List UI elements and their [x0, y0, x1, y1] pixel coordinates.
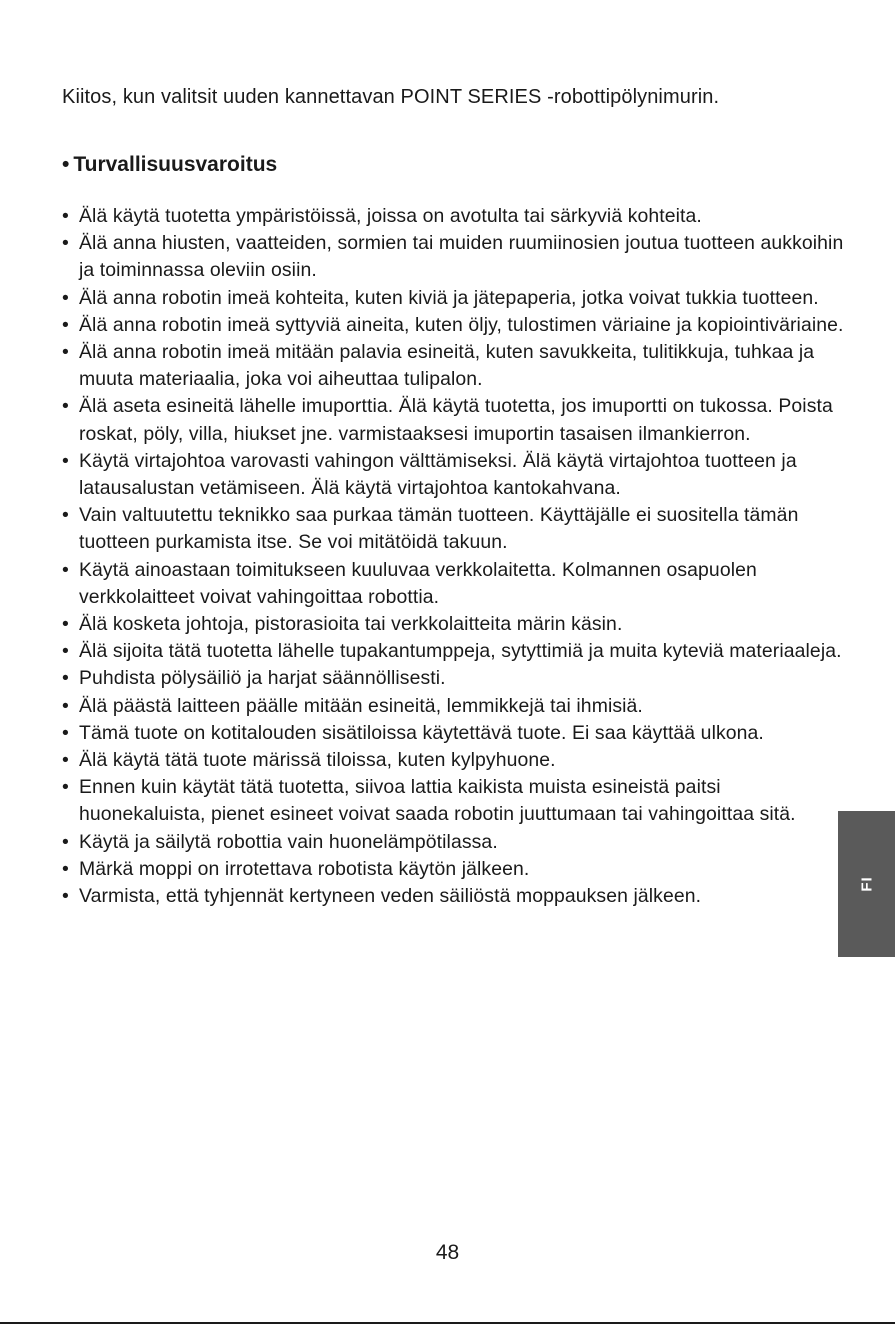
bullet-dot: • — [62, 205, 69, 227]
warning-item — [62, 339, 847, 393]
bullet-dot: • — [62, 749, 69, 772]
bullet-dot: • — [62, 558, 69, 581]
warning-text: Älä aseta esineitä lähelle imuporttia. Älä käytä tuotetta, jos imuportti on tukossa. Poista roskat, pöly, villa, hiukset jne. varmistaaksesi imuportin tasaisen ilmankierron. — [79, 395, 833, 445]
language-tab-label: FI — [858, 876, 875, 892]
bullet-dot: • — [62, 640, 69, 663]
warning-text: Älä anna robotin imeä kohteita, kuten kiviä ja jätepaperia, jotka voivat tukkia tuotteen. — [79, 286, 819, 309]
warning-text: Märkä moppi on irrotettava robotista käytön jälkeen. — [79, 857, 530, 880]
bullet-dot: • — [62, 776, 69, 799]
warning-text: Vain valtuutettu teknikko saa purkaa tämän tuotteen. Käyttäjälle ei suositella tämän tuotteen purkamista itse. Se voi mitätöidä takuun. — [79, 504, 799, 554]
warning-text: Puhdista pölysäiliö ja harjat säännöllisesti. — [79, 667, 446, 690]
bullet-dot: • — [62, 613, 69, 636]
heading-bullet: • — [62, 153, 70, 176]
warning-text: Tämä tuote on kotitalouden sisätiloissa käytettävä tuote. Ei saa käyttää ulkona. — [79, 721, 764, 744]
intro-text: Kiitos, kun valitsit uuden kannettavan POINT SERIES -robottipölynimurin. — [62, 86, 720, 108]
language-tab — [838, 811, 895, 957]
heading-title: Turvallisuusvaroitus — [73, 153, 278, 176]
warning-text: Käytä ainoastaan toimitukseen kuuluvaa verkkolaitetta. Kolmannen osapuolen verkkolaitteet voivat vahingoittaa robottia. — [79, 558, 757, 608]
bullet-dot: • — [62, 449, 69, 472]
bullet-dot: • — [62, 313, 69, 336]
bullet-dot: • — [62, 830, 69, 853]
bullet-dot: • — [62, 395, 69, 418]
bullet-dot: • — [62, 885, 69, 908]
warning-text: Älä käytä tuotetta ympäristöissä, joissa on avotulta tai särkyviä kohteita. — [79, 205, 702, 227]
warning-item — [62, 203, 847, 230]
warning-item — [62, 638, 847, 665]
warning-text: Älä kosketa johtoja, pistorasioita tai verkkolaitteita märin käsin. — [79, 613, 623, 636]
warning-text: Ennen kuin käytät tätä tuotetta, siivoa lattia kaikista muista esineistä paitsi huonekaluista, pienet esineet voivat saada robotin juuttumaan tai vahingoittaa sitä. — [79, 776, 796, 826]
warning-item — [62, 312, 847, 339]
warning-text: Älä anna hiusten, vaatteiden, sormien tai muiden ruumiinosien joutua tuotteen aukkoihin ja toiminnassa oleviin osiin. — [79, 232, 844, 282]
warning-item — [62, 557, 847, 611]
warning-item — [62, 393, 847, 447]
bullet-dot: • — [62, 504, 69, 527]
warning-text: Älä päästä laitteen päälle mitään esineitä, lemmikkejä tai ihmisiä. — [79, 694, 643, 717]
safety-warning-list — [62, 203, 847, 910]
bullet-dot: • — [62, 721, 69, 744]
warning-text: Varmista, että tyhjennät kertyneen veden säiliöstä moppauksen jälkeen. — [79, 885, 702, 908]
warning-text: Älä käytä tätä tuote märissä tiloissa, kuten kylpyhuone. — [79, 749, 556, 772]
warning-item — [62, 720, 847, 747]
warning-item — [62, 502, 847, 556]
page-number: 48 — [435, 1241, 460, 1264]
section-heading — [62, 150, 277, 180]
warning-text: Käytä ja säilytä robottia vain huonelämpötilassa. — [79, 830, 498, 853]
warning-item — [62, 829, 847, 856]
warning-item — [62, 856, 847, 883]
bullet-dot: • — [62, 667, 69, 690]
warning-item — [62, 665, 847, 692]
bullet-dot: • — [62, 857, 69, 880]
warning-text: Älä sijoita tätä tuotetta lähelle tupakantumppeja, sytyttimiä ja muita kyteviä materiaaleja. — [79, 640, 842, 663]
warning-text: Käytä virtajohtoa varovasti vahingon välttämiseksi. Älä käytä virtajohtoa tuotteen ja latausalustan vetämiseen. Älä käytä virtajohtoa kantokahvana. — [79, 449, 797, 500]
warning-item — [62, 611, 847, 638]
bullet-dot: • — [62, 341, 69, 364]
warning-item — [62, 693, 847, 720]
warning-text: Älä anna robotin imeä mitään palavia esineitä, kuten savukkeita, tulitikkuja, tuhkaa ja muuta materiaalia, joka voi aiheuttaa tulipalon. — [79, 341, 815, 391]
warning-item — [62, 774, 847, 828]
bullet-dot: • — [62, 232, 69, 255]
warning-item — [62, 285, 847, 312]
warning-item — [62, 883, 847, 910]
bullet-dot: • — [62, 694, 69, 717]
bullet-dot: • — [62, 286, 69, 309]
warning-text: Älä anna robotin imeä syttyviä aineita, kuten öljy, tulostimen väriaine ja kopiointiväriaine. — [79, 313, 844, 336]
warning-item — [62, 230, 847, 284]
warning-item — [62, 448, 847, 502]
warning-item — [62, 747, 847, 774]
